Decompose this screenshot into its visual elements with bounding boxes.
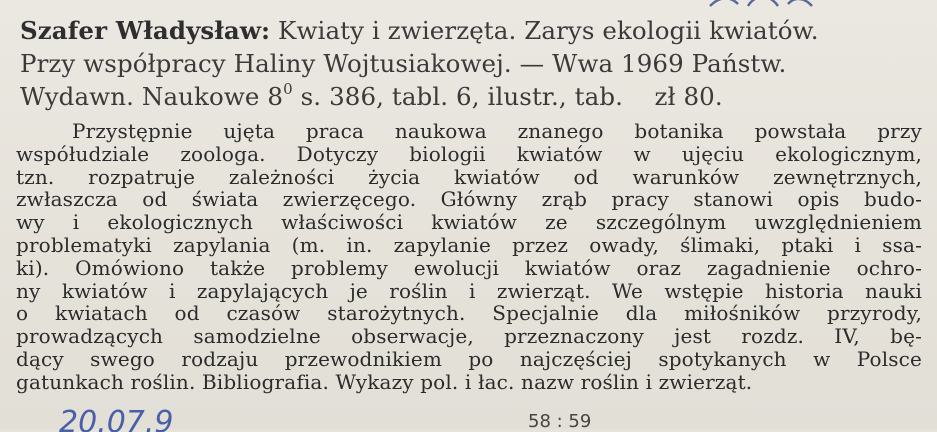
annotation-line: wy i ekologicznych właściwości kwiatów ze szczególnym uwzględnieniem — [16, 210, 922, 235]
annotation-line: o kwiatach od czasów starożytnych. Specjalnie dla miłośników przyrody, — [16, 301, 922, 326]
book-title: Kwiaty i zwierzęta. Zarys ekologii kwiatów. — [270, 16, 819, 45]
annotation-line: dący swego rodzaju przewodnikiem po najczęściej spotykanych w Polsce — [16, 346, 922, 371]
annotation-line: tzn. rozpatruje zależności życia kwiatów od warunków zewnętrznych, — [16, 164, 922, 189]
annotation-line: prowadzących samodzielne obserwacje, przeznaczony jest rozdz. IV, bę- — [16, 324, 922, 349]
annotation-line: współudziale zoologa. Dotyczy biologii kwiatów w ujęciu ekologicznym, — [16, 141, 922, 166]
author-name: Szafer Władysław: — [20, 16, 271, 45]
header-line-3 — [20, 80, 925, 113]
format-superscript: 0 — [283, 79, 293, 98]
annotation-line: zwłaszcza od świata zwierzęcego. Główny zrąb pracy stanowi opis budo- — [16, 187, 922, 212]
annotation-line: gatunkach roślin. Bibliografia. Wykazy pol. i łac. nazw roślin i zwierząt. — [16, 369, 753, 394]
page-number: 58 : 59 — [528, 411, 592, 432]
annotation-line: ny kwiatów i zapylających je roślin i zwierząt. We wstępie historia nauki — [16, 278, 922, 303]
header-line-1 — [20, 14, 925, 47]
annotation-line: Przystępnie ujęta praca naukowa znanego botanika powstała przy — [72, 119, 922, 143]
handwritten-note-text: 20.07.9 — [59, 405, 174, 432]
annotation-text — [16, 120, 922, 394]
handwritten-note — [55, 402, 245, 432]
handwritten-scribble-top — [700, 0, 820, 10]
publisher-format: Wydawn. Naukowe 8 — [20, 82, 284, 111]
annotation-line: problematyki zapylania (m. in. zapylanie przez owady, ślimaki, ptaki i ssa- — [16, 232, 922, 257]
pages-price: s. 386, tabl. 6, ilustr., tab. zł 80. — [292, 82, 723, 111]
bibliographic-header — [20, 14, 925, 113]
header-line-2: Przy współpracy Haliny Wojtusiakowej. — Wwa 1969 Państw. — [20, 49, 787, 78]
annotation-line: ki). Omówiono także problemy ewolucji kwiatów oraz zagadnienie ochro- — [16, 255, 922, 280]
